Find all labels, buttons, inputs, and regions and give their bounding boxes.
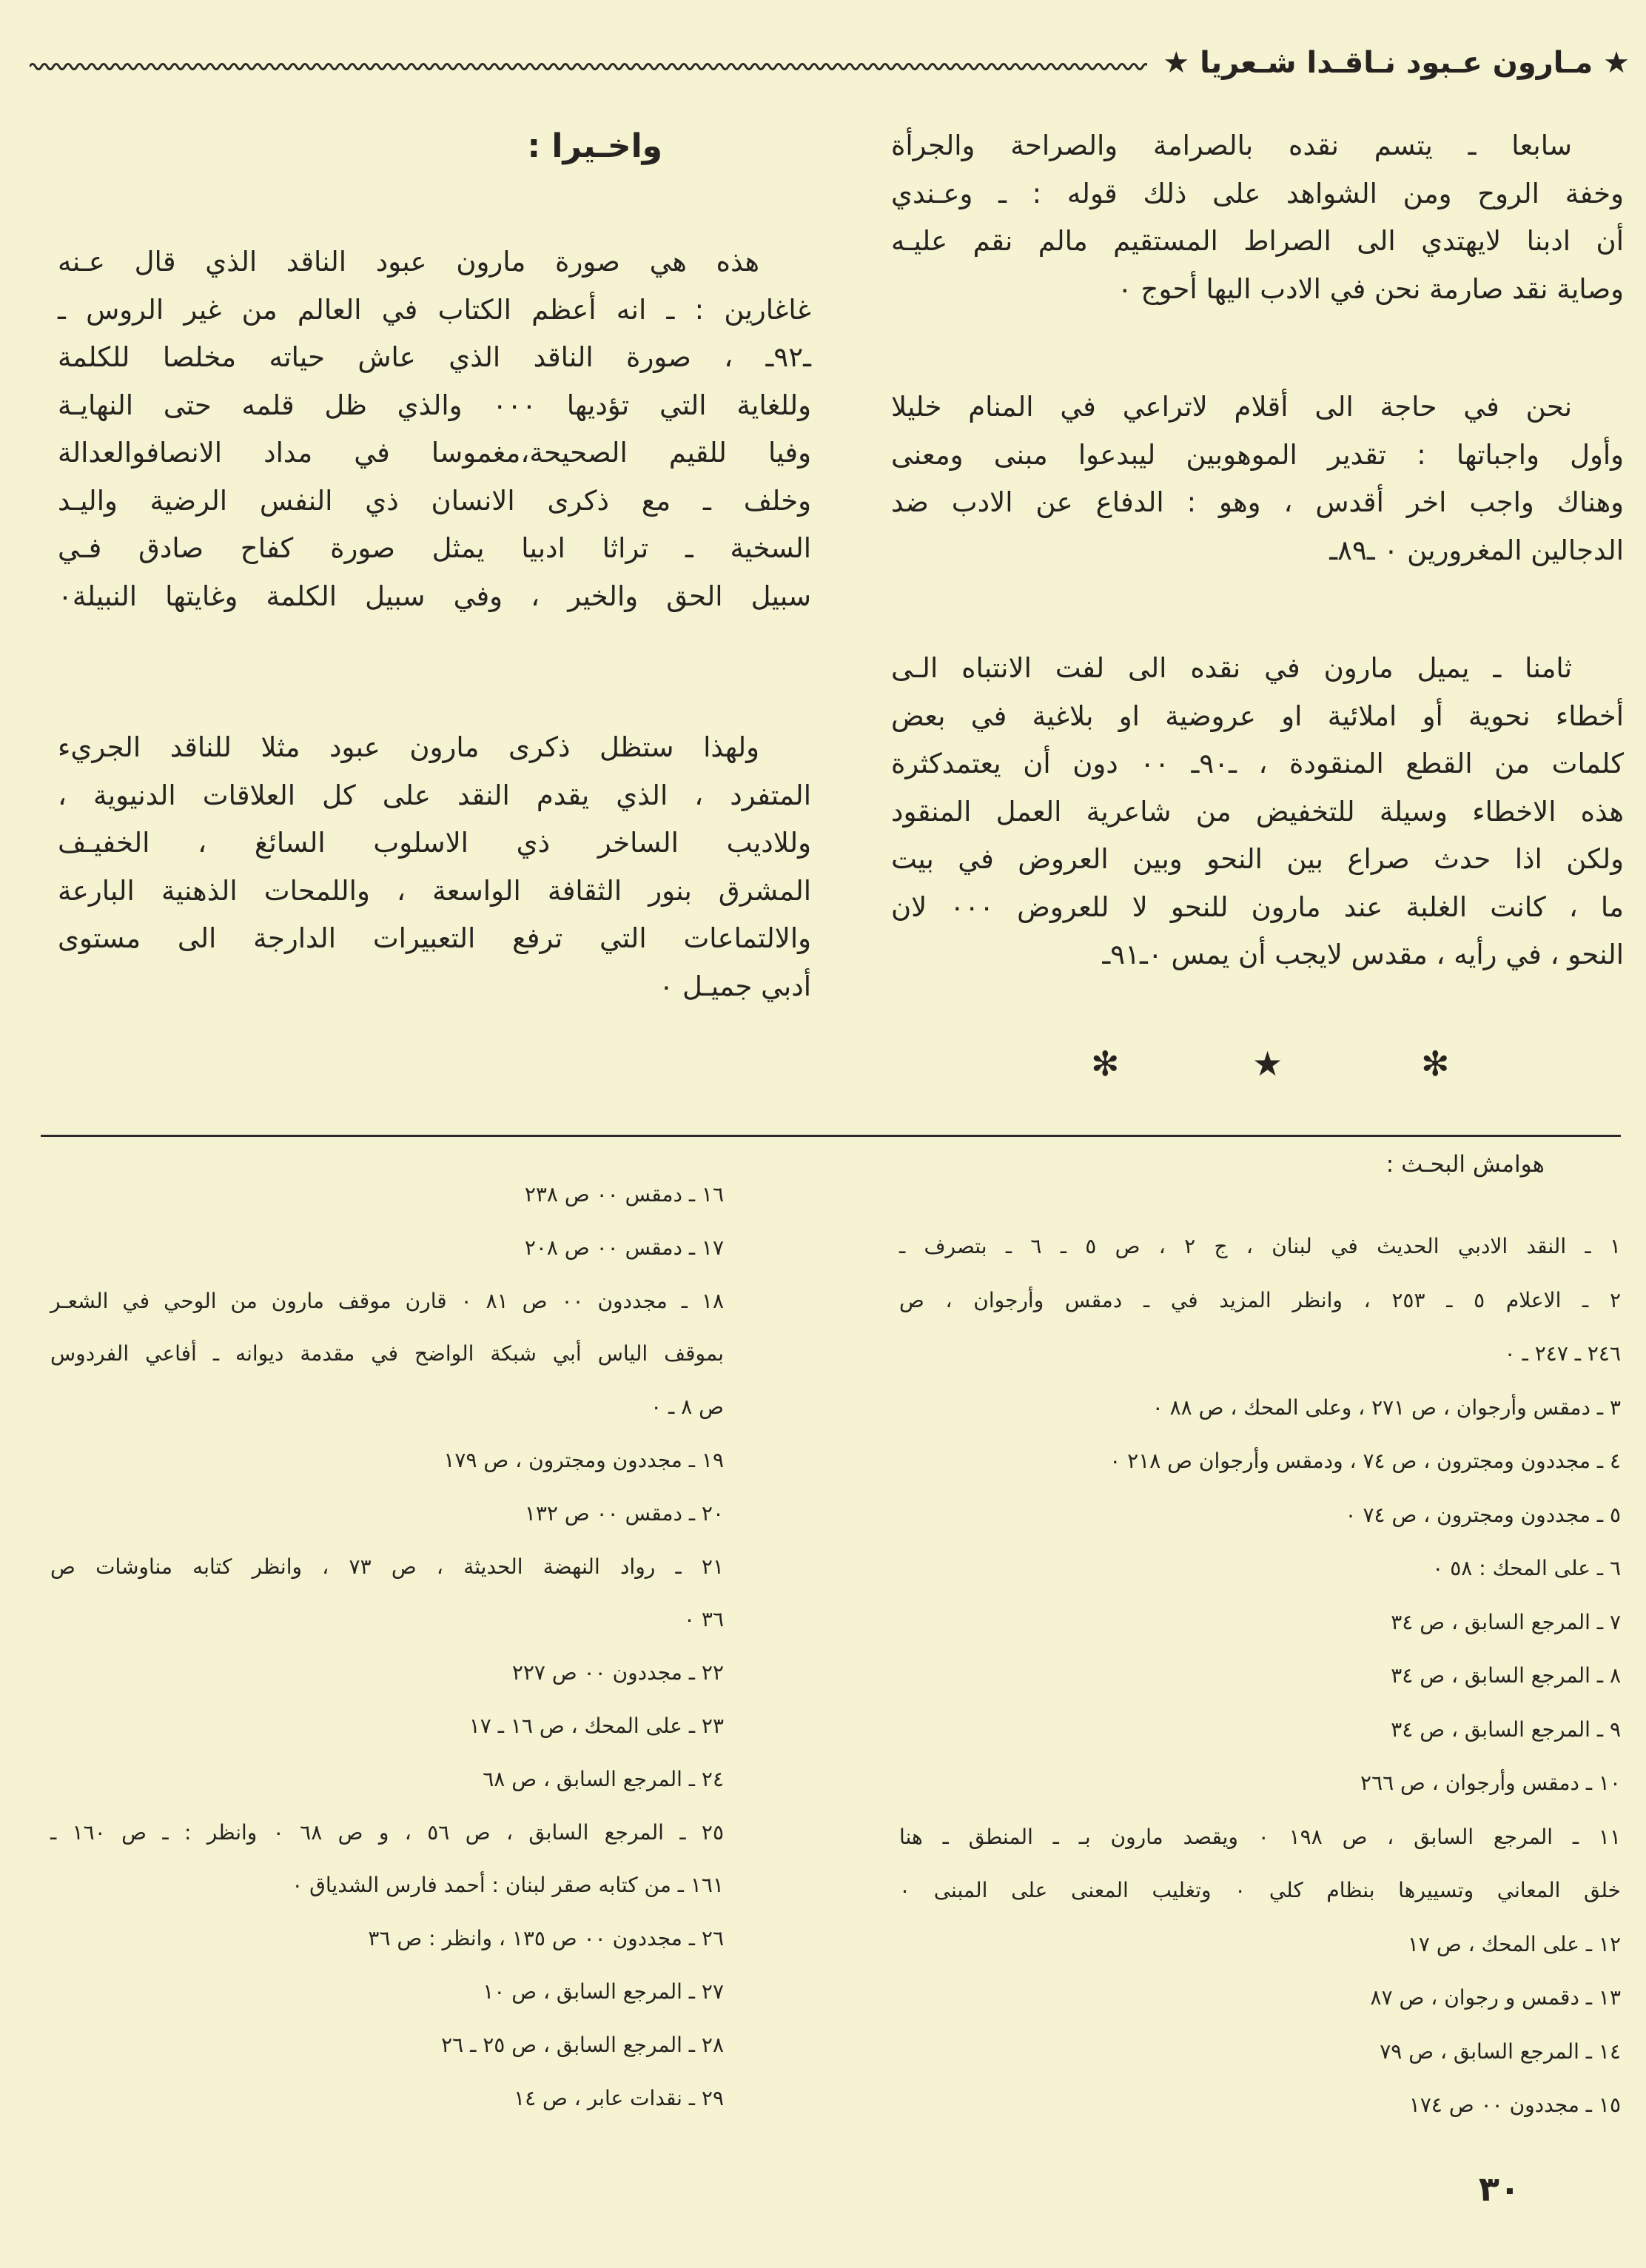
footnote-line: ٢٣ ـ على المحك ، ص ١٦ ـ ١٧ [468,1713,724,1738]
left-article-column [58,238,811,1010]
footnote-line: خلق المعاني وتسييرها بنظام كلي ٠ وتغليب المعنى على المبنى ٠ [899,1878,1621,1902]
footnote-line: ١٧ ـ دمقس ٠٠ ص ٢٠٨ [524,1235,724,1260]
text-line: المشرق بنور الثقافة الواسعة ، واللمحات الذهنية البارعة [58,874,811,907]
running-header-title: ★ مـارون عـبود نـاقـدا شـعريا ★ [1163,46,1630,80]
footnote-line: ٦ ـ على المحك : ٥٨ ٠ [1432,1556,1621,1580]
text-line: وأول واجباتها : تقدير الموهوبين ليبدعوا مبنى ومعنى [891,438,1624,471]
footnote-line: ١٨ ـ مجددون ٠٠ ص ٨١ ٠ قارن موقف مارون من الوحي في الشعـر [50,1288,724,1313]
footnote-line: ١٩ ـ مجددون ومجترون ، ص ١٧٩ [443,1447,724,1472]
text-line: سابعا ـ يتسم نقده بالصرامة والصراحة والجرأة [891,130,1572,161]
text-line: ثامنا ـ يميل مارون في نقده الى لفت الانتباه الـى [891,652,1572,684]
text-line: هذه الاخطاء وسيلة للتخفيض من شاعرية العمل المنقود [891,795,1624,828]
text-line: السخية ـ تراثا ادبيا يمثل صورة كفاح صادق فـي [58,532,811,564]
footnote-line: ٢٧ ـ المرجع السابق ، ص ١٠ [483,1979,724,2004]
page-number: ٣٠ [1478,2169,1520,2209]
star-ornament-icon: ★ [1252,1044,1283,1084]
text-line: الدجالين المغرورين ٠ ـ٨٩ـ [1329,534,1624,566]
text-line: سبيل الحق والخير ، وفي سبيل الكلمة وغايتها النبيلة٠ [58,580,811,612]
footnotes-title: هوامش البحـث : [1385,1151,1545,1178]
footnote-line: ٣ ـ دمقس وأرجوان ، ص ٢٧١ ، وعلى المحك ، ص ٨٨ ٠ [1152,1395,1621,1420]
text-line: أدبي جميـل ٠ [659,970,811,1002]
text-line: وخلف ـ مع ذكرى الانسان ذي النفس الرضية واليـد [58,484,811,517]
text-line: وفيا للقيم الصحيحة،مغموسا في مداد الانصافوالعدالة [58,437,811,469]
text-line: والالتماعات التي ترفع التعبيرات الدارجة الى مستوى [58,922,811,954]
footnote-line: ١٤ ـ المرجع السابق ، ص ٧٩ [1380,2039,1621,2064]
footnote-line: ٢١ ـ رواد النهضة الحديثة ، ص ٧٣ ، وانظر كتابه مناوشات ص [50,1554,724,1579]
footnotes-left-column [50,1168,724,2124]
footnote-line: ٩ ـ المرجع السابق ، ص ٣٤ [1391,1717,1621,1742]
text-line: وصاية نقد صارمة نحن في الادب اليها أحوج ٠ [1117,272,1624,305]
text-line: وخفة الروح ومن الشواهد على ذلك قوله : ـ وعـندي [891,177,1624,209]
footnote-line: ٢٦ ـ مجددون ٠٠ ص ١٣٥ ، وانظر : ص ٣٦ [368,1926,724,1951]
footnote-line: ٤ ـ مجددون ومجترون ، ص ٧٤ ، ودمقس وأرجوان ص ٢١٨ ٠ [1109,1449,1621,1473]
footnote-line: ٥ ـ مجددون ومجترون ، ص ٧٤ ٠ [1345,1502,1621,1527]
footnote-line: ٢٤٦ ـ ٢٤٧ ـ ٠ [1504,1341,1621,1366]
footnote-line: ١٥ ـ مجددون ٠٠ ص ١٧٤ [1408,2093,1621,2117]
text-line: كلمات من القطع المنقودة ، ـ٩٠ـ ٠٠ دون أن يعتمدكثرة [891,748,1624,779]
footnote-line: ٨ ـ المرجع السابق ، ص ٣٤ [1391,1663,1621,1688]
footnote-line: ٧ ـ المرجع السابق ، ص ٣٤ [1391,1609,1621,1634]
right-article-column [891,122,1624,979]
footnotes-divider [41,1135,1621,1137]
footnote-line: ١٠ ـ دمقس وأرجوان ، ص ٢٦٦ [1360,1771,1621,1795]
footnote-line: ١٦ ـ دمقس ٠٠ ص ٢٣٨ [524,1182,724,1207]
decorative-wavy-rule [30,61,1147,73]
text-line: نحن في حاجة الى أقلام لاتراعي في المنام خليلا [891,391,1572,423]
text-line: النحو ، في رأيه ، مقدس لايجب أن يمس ٠ـ٩١ـ [1102,939,1624,970]
footnote-line: ٣٦ ٠ [683,1607,724,1632]
footnote-line: ٢٢ ـ مجددون ٠٠ ص ٢٢٧ [511,1660,724,1685]
footnote-line: ٢٨ ـ المرجع السابق ، ص ٢٥ ـ ٢٦ [441,2032,724,2057]
text-line: ولكن اذا حدث صراع بين النحو وبين العروض في بيت [891,843,1624,875]
text-line: وللغاية التي تؤديها ٠٠٠ والذي ظل قلمه حتى النهايـة [58,389,811,421]
footnote-line: ١٣ ـ دقمس و رجوان ، ص ٨٧ [1370,1985,1621,2010]
text-line: وهناك واجب اخر أقدس ، وهو : الدفاع عن الادب ضد [891,486,1624,518]
footnote-line: ٢٠ ـ دمقس ٠٠ ص ١٣٢ [524,1500,724,1526]
section-heading-finally: واخـيرا : [527,127,662,165]
footnote-line: ٢٥ ـ المرجع السابق ، ص ٥٦ ، و ص ٦٨ ٠ وانظر : ـ ص ١٦٠ ـ [50,1819,724,1845]
text-line: المتفرد ، الذي يقدم النقد على كل العلاقات الدنيوية ، [58,779,811,811]
text-line: وللاديب الساخر ذي الاسلوب السائغ ، الخفيـف [58,827,811,859]
footnote-line: ١١ ـ المرجع السابق ، ص ١٩٨ ٠ ويقصد مارون بـ ـ المنطق ـ هنا [899,1824,1621,1849]
text-line: ما ، كانت الغلبة عند مارون للنحو لا للعروض ٠٠٠ لان [891,890,1624,923]
footnote-line: ١٦١ ـ من كتابه صقر لبنان : أحمد فارس الشدياق ٠ [292,1873,724,1898]
footnotes-right-column [899,1220,1621,2133]
text-line: أن ادبنا لايهتدي الى الصراط المستقيم مالم نقم عليـه [891,225,1624,257]
footnote-line: ١ ـ النقد الادبي الحديث في لبنان ، ج ٢ ، ص ٥ ـ ٦ ـ بتصرف ـ [899,1234,1621,1258]
footnote-line: ٢٩ ـ نقدات عابر ، ص ١٤ [514,2085,724,2110]
text-line: ـ٩٢ـ ، صورة الناقد الذي عاش حياته مخلصا للكلمة [58,341,811,373]
asterisk-ornament-icon: ✻ [1091,1044,1120,1084]
text-line: أخطاء نحوية أو املائية او عروضية او بلاغية في بعض [891,699,1624,732]
footnote-line: ٢٤ ـ المرجع السابق ، ص ٦٨ [483,1766,724,1791]
text-line: هذه هي صورة مارون عبود الناقد الذي قال عـنه [58,246,759,278]
footnote-line: ٢ ـ الاعلام ٥ ـ ٢٥٣ ، وانظر المزيد في ـ دمقس وأرجوان ، ص [899,1287,1622,1312]
footnote-line: ص ٨ ـ ٠ [651,1395,724,1420]
text-line: غاغارين : ـ انه أعظم الكتاب في العالم من غير الروس ـ [58,293,811,326]
asterisk-ornament-icon: ✻ [1421,1044,1450,1084]
footnote-line: بموقف الياس أبي شبكة الواضح في مقدمة ديوانه ـ أفاعي الفردوس [50,1341,724,1366]
footnote-line: ١٢ ـ على المحك ، ص ١٧ [1407,1931,1621,1956]
text-line: ولهذا ستظل ذكرى مارون عبود مثلا للناقد الجريء [58,731,759,763]
